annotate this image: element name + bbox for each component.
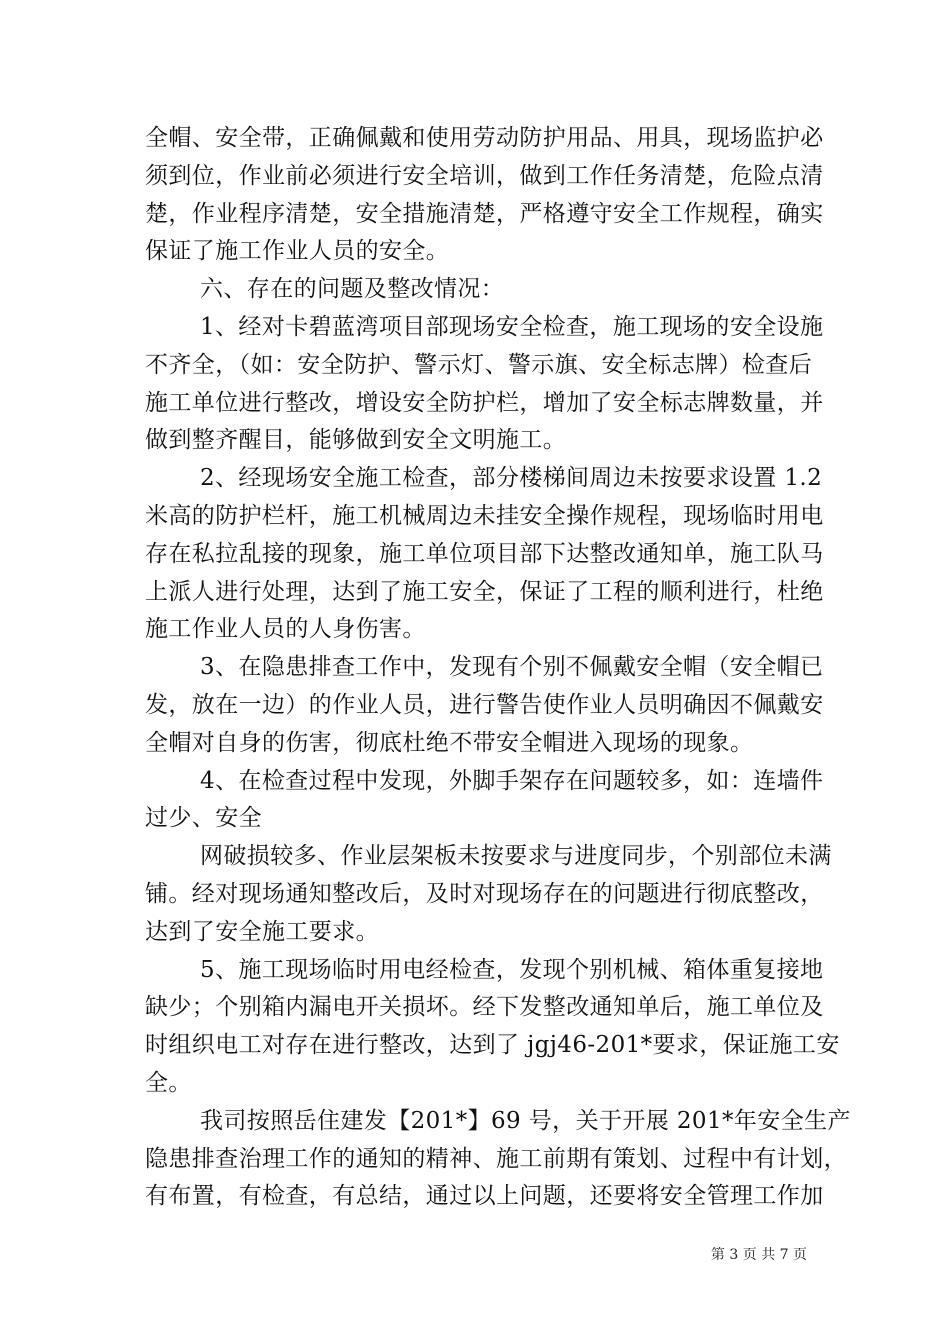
page-number: 第 3 页 共 7 页 [710, 1247, 807, 1263]
text-line: 缺少；个别箱内漏电开关损坏。经下发整改通知单后，施工单位及 [145, 994, 824, 1020]
text-line: 楚，作业程序清楚，安全措施清楚，严格遵守安全工作规程，确实 [145, 201, 824, 227]
text-line: 5、施工现场临时用电经检查，发现个别机械、箱体重复接地 [200, 957, 824, 983]
text-line: 上派人进行处理，达到了施工安全，保证了工程的顺利进行，杜绝 [145, 579, 824, 605]
text-line: 米高的防护栏杆，施工机械周边未挂安全操作规程，现场临时用电 [145, 503, 824, 529]
text-line: 发，放在一边）的作业人员，进行警告使作业人员明确因不佩戴安 [145, 692, 824, 718]
text-line: 施工单位进行整改，增设安全防护栏，增加了安全标志牌数量，并 [145, 390, 824, 416]
text-line: 不齐全，（如：安全防护、警示灯、警示旗、安全标志牌）检查后 [145, 352, 813, 378]
text-line: 全帽对自身的伤害，彻底杜绝不带安全帽进入现场的现象。 [145, 730, 754, 756]
text-line: 隐患排查治理工作的通知的精神、施工前期有策划、过程中有计划， [145, 1146, 847, 1172]
text-line: 时组织电工对存在进行整改，达到了 jgj46-201*要求，保证施工安 [145, 1032, 840, 1058]
text-line: 保证了施工作业人员的安全。 [145, 238, 450, 264]
text-line: 存在私拉乱接的现象，施工单位项目部下达整改通知单，施工队马 [145, 541, 824, 567]
text-line: 有布置，有检查，有总结，通过以上问题，还要将安全管理工作加 [145, 1183, 824, 1209]
text-line: 3、在隐患排查工作中，发现有个别不佩戴安全帽（安全帽已 [200, 654, 824, 680]
text-line: 我司按照岳住建发【201*】69 号，关于开展 201*年安全生产 [200, 1108, 851, 1134]
section-heading: 六、存在的问题及整改情况： [200, 276, 505, 302]
text-line: 达到了安全施工要求。 [145, 919, 379, 945]
text-line: 过少、安全 [145, 805, 262, 831]
text-line: 全。 [145, 1070, 192, 1096]
text-line: 2、经现场安全施工检查，部分楼梯间周边未按要求设置 1.2 [200, 465, 823, 491]
text-line: 铺。经对现场通知整改后，及时对现场存在的问题进行彻底整改， [145, 881, 824, 907]
text-line: 施工作业人员的人身伤害。 [145, 616, 426, 642]
text-line: 4、在检查过程中发现，外脚手架存在问题较多，如：连墙件 [200, 768, 824, 794]
text-line: 全帽、安全带，正确佩戴和使用劳动防护用品、用具，现场监护必 [145, 125, 824, 151]
text-line: 网破损较多、作业层架板未按要求与进度同步，个别部位未满 [200, 843, 832, 869]
text-line: 做到整齐醒目，能够做到安全文明施工。 [145, 427, 567, 453]
text-line: 须到位，作业前必须进行安全培训，做到工作任务清楚，危险点清 [145, 163, 824, 189]
text-line: 1、经对卡碧蓝湾项目部现场安全检查，施工现场的安全设施 [200, 314, 824, 340]
